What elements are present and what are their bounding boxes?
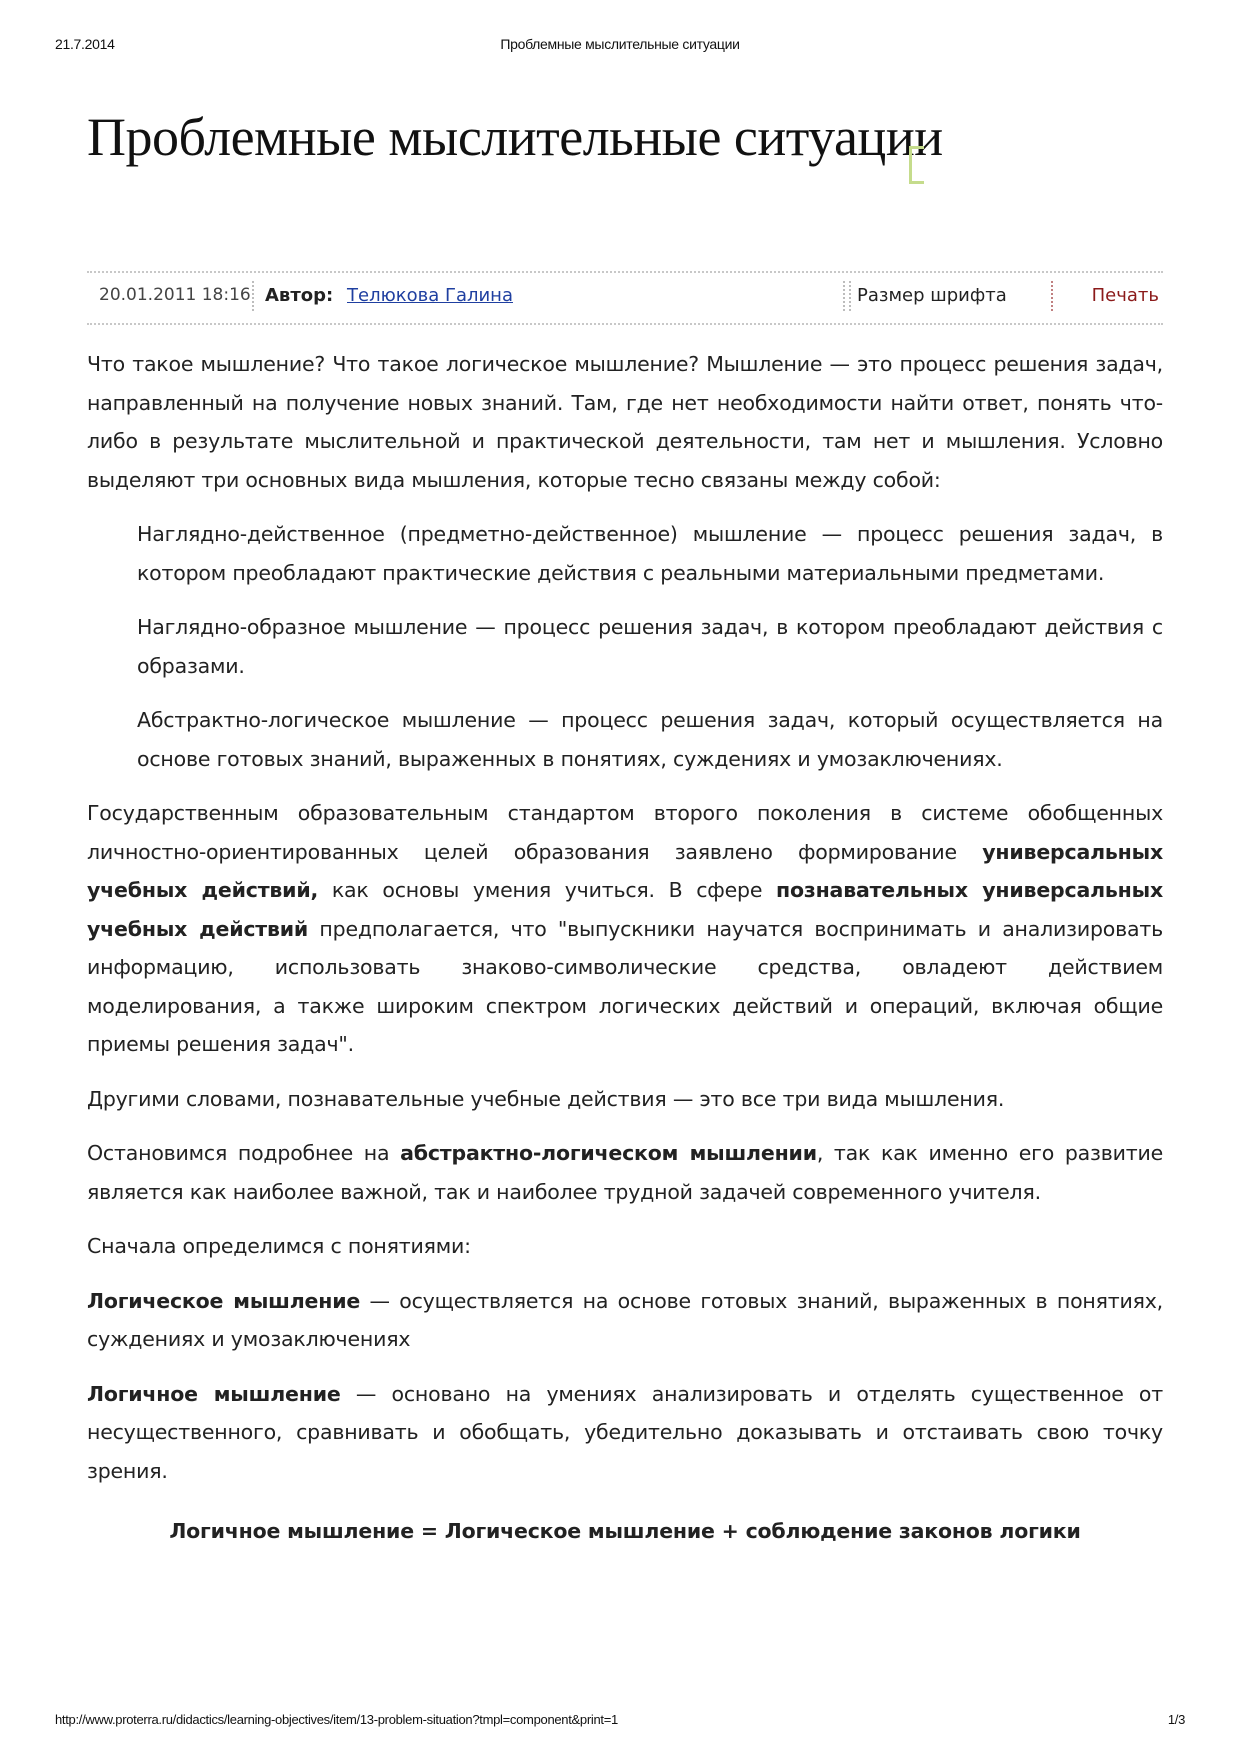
standard-paragraph: Государственным образовательным стандартом второго поколения в системе обобщенных личностно-ориентированных целей образования заявлено формирование универсальных учебных действий, как основы умения учиться. В сфере познавательных универсальных учебных действий предполагается, что "выпускники научатся воспринимать и анализировать информацию, использовать знаково-символические средства, овладеют действием моделирования, а также широким спектром логических действий и операций, включая общие приемы решения задач". <box>87 801 1163 1056</box>
meta-divider <box>1051 281 1053 311</box>
article <box>87 108 1163 258</box>
bold-term: универсальных учебных действий, <box>87 839 1163 902</box>
author-label: Автор: <box>265 285 334 306</box>
formula-line: Логичное мышление = Логическое мышление + соблюдение законов логики <box>169 1519 1081 1543</box>
publish-datetime: 20.01.2011 18:16 <box>99 285 251 305</box>
print-link[interactable]: Печать <box>1091 285 1159 306</box>
title-wrap <box>87 108 1163 258</box>
page-number: 1/3 <box>1167 1712 1185 1727</box>
title-bracket-decoration <box>909 146 924 184</box>
meta-divider <box>252 281 254 311</box>
print-page-title: Проблемные мыслительные ситуации <box>500 36 740 52</box>
bold-term: Логическое мышление <box>87 1288 361 1313</box>
concepts-intro: Сначала определимся с понятиями: <box>87 1234 471 1258</box>
article-meta-bar <box>87 271 1163 325</box>
definition-logical: Логическое мышление — осуществляется на основе готовых знаний, выраженных в понятиях, суждениях и умозаключениях <box>87 1288 1163 1351</box>
focus-paragraph: Остановимся подробнее на абстрактно-логическом мышлении, так как именно его развитие является как наиболее важной, так и наиболее трудной задачей современного учителя. <box>87 1141 1163 1204</box>
meta-divider <box>843 281 851 311</box>
thinking-type-item: Абстрактно-логическое мышление — процесс решения задач, который осуществляется на основе готовых знаний, выраженных в понятиях, суждениях и умозаключениях. <box>137 708 1163 771</box>
definition-logic-based: Логичное мышление — основано на умениях анализировать и отделять существенное от несущественного, сравнивать и обобщать, убедительно доказывать и отстаивать свою точку зрения. <box>87 1381 1164 1483</box>
bold-term: познавательных универсальных учебных действий <box>87 878 1163 941</box>
thinking-type-item: Наглядно-образное мышление — процесс решения задач, в котором преобладают действия с образами. <box>137 615 1163 678</box>
print-header <box>55 36 1185 56</box>
article-title: Проблемные мыслительные ситуации <box>87 107 943 167</box>
page-url: http://www.proterra.ru/didactics/learning-objectives/item/13-problem-situation?tmpl=component&print=1 <box>55 1712 618 1727</box>
author-link[interactable]: Телюкова Галина <box>347 285 513 306</box>
bold-term: Логичное мышление <box>87 1381 341 1406</box>
summary-paragraph: Другими словами, познавательные учебные действия — это все три вида мышления. <box>87 1086 1005 1111</box>
thinking-type-item: Наглядно-действенное (предметно-действенное) мышление — процесс решения задач, в котором преобладают практические действия с реальными материальными предметами. <box>137 522 1163 585</box>
intro-paragraph: Что такое мышление? Что такое логическое мышление? Мышление — это процесс решения задач, направленный на получение новых знаний. Там, где нет необходимости найти ответ, понять что-либо в результате мыслительной и практической деятельности, там нет и мышления. Условно выделяют три основных вида мышления, которые тесно связаны между собой: <box>87 352 1163 492</box>
print-date: 21.7.2014 <box>55 36 115 52</box>
article-body <box>87 345 1163 1567</box>
font-size-control[interactable]: Размер шрифта <box>857 285 1007 306</box>
print-footer <box>55 1712 1185 1732</box>
bold-term: абстрактно-логическом мышлении <box>400 1141 817 1165</box>
